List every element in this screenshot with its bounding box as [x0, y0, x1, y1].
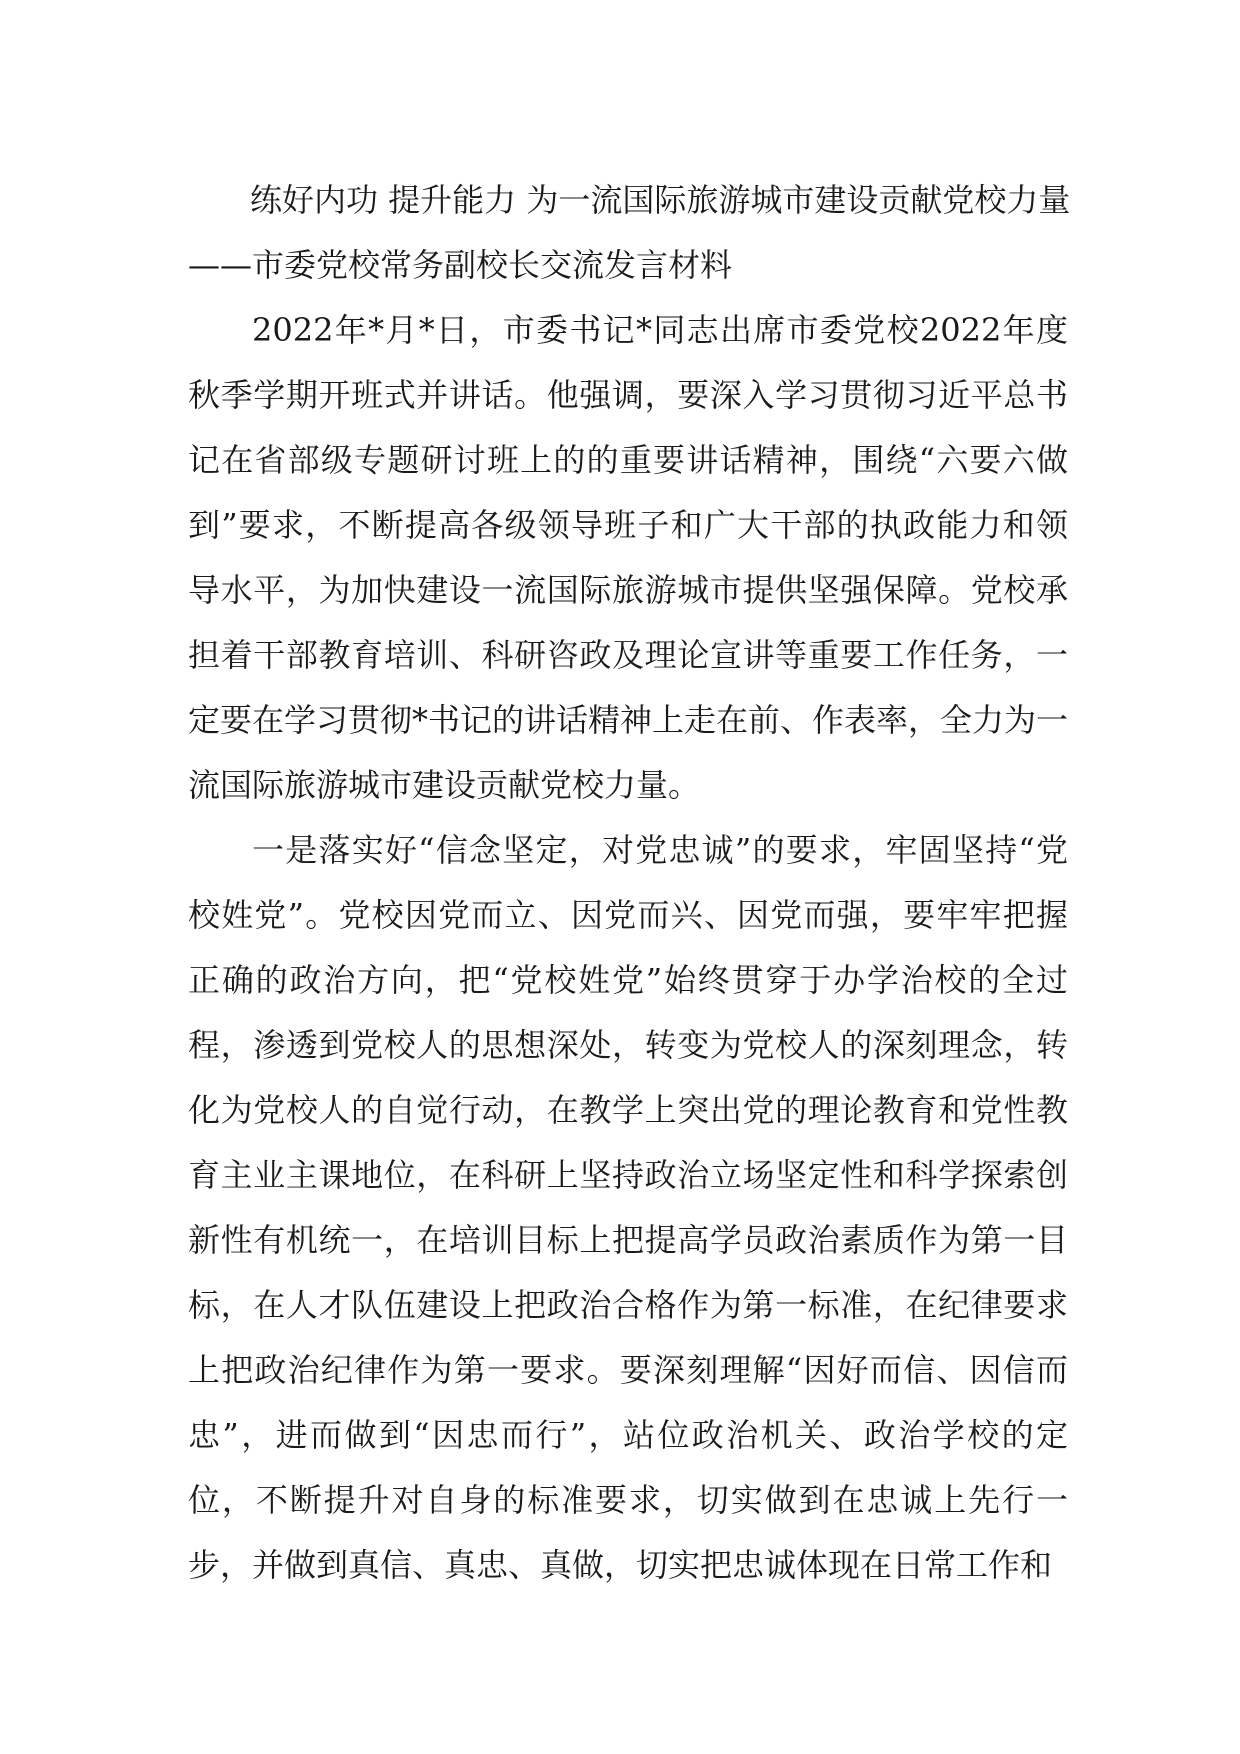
document-title: 练好内功 提升能力 为一流国际旅游城市建设贡献党校力量 [250, 181, 1071, 219]
document-subtitle: ——市委党校常务副校长交流发言材料 [188, 246, 733, 284]
paragraph-point-one: 一是落实好“信念坚定，对党忠诚”的要求，牢固坚持“党校姓党”。党校因党而立、因党而兴、因党而强，要牢牢把握正确的政治方向，把“党校姓党”始终贯穿于办学治校的全过程，渗透到党校人的思想深处，转变为党校人的深刻理念，转化为党校人的自觉行动，在教学上突出党的理论教育和党性教育主业主课地位，在科研上坚持政治立场坚定性和科学探索创新性有机统一，在培训目标上把提高学员政治素质作为第一目标，在人才队伍建设上把政治合格作为第一标准，在纪律要求上把政治纪律作为第一要求。要深刻理解“因好而信、因信而忠”，进而做到“因忠而行”，站位政治机关、政治学校的定位，不断提升对自身的标准要求，切实做到在忠诚上先行一步，并做到真信、真忠、真做，切实把忠诚体现在日常工作和 [188, 831, 1068, 1584]
document-body [188, 168, 1071, 1598]
paragraph-intro: 2022年*月*日，市委书记*同志出席市委党校2022年度秋季学期开班式并讲话。他强调，要深入学习贯彻习近平总书记在省部级专题研讨班上的的重要讲话精神，围绕“六要六做到”要求，不断提高各级领导班子和广大干部的执政能力和领导水平，为加快建设一流国际旅游城市提供坚强保障。党校承担着干部教育培训、科研咨政及理论宣讲等重要工作任务，一定要在学习贯彻*书记的讲话精神上走在前、作表率，全力为一流国际旅游城市建设贡献党校力量。 [188, 311, 1069, 804]
